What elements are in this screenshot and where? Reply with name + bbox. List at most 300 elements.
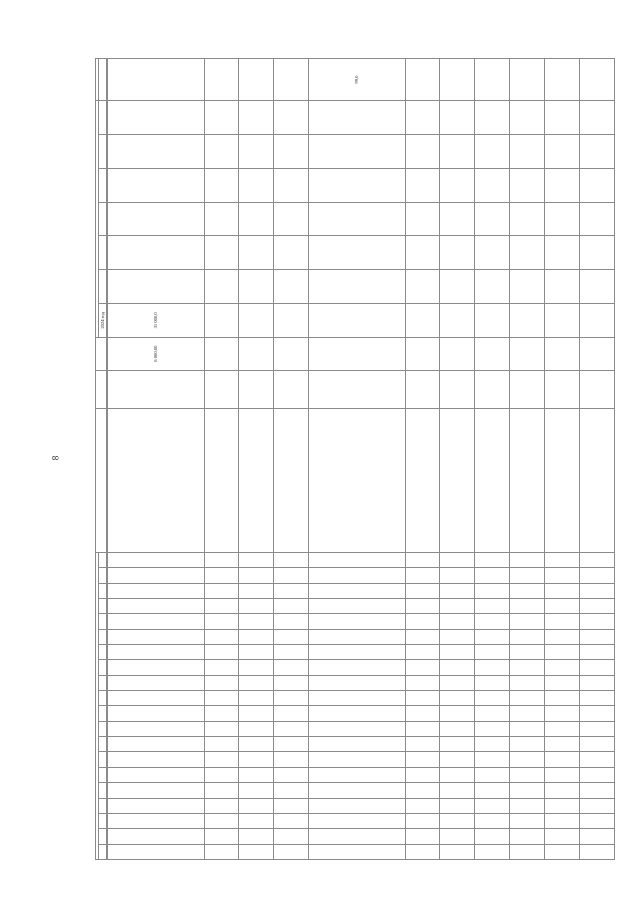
code-cell (440, 706, 475, 721)
code-cell (108, 844, 204, 859)
year-header: 2024 год (99, 303, 107, 337)
code-cell (309, 552, 405, 567)
program-table (95, 58, 615, 860)
code-cell (309, 629, 405, 644)
base-value (510, 337, 545, 370)
year-value (475, 168, 510, 202)
year-value (108, 236, 204, 270)
code-cell (580, 660, 615, 675)
year-value (108, 168, 204, 202)
year-value (580, 202, 615, 236)
code-cell (510, 737, 545, 752)
year-value (545, 134, 580, 168)
code-cell (309, 691, 405, 706)
year-value (204, 101, 239, 135)
year-value (274, 236, 309, 270)
code-cell (545, 721, 580, 736)
final-value (580, 59, 615, 101)
code-cell (475, 721, 510, 736)
code-cell (440, 813, 475, 828)
code-cell (440, 783, 475, 798)
code-cell (510, 721, 545, 736)
year-value (108, 202, 204, 236)
year-value (405, 202, 440, 236)
code-cell (204, 629, 239, 644)
code-cell (108, 752, 204, 767)
code-cell (510, 644, 545, 659)
code-cell (545, 752, 580, 767)
base-year-header (96, 337, 107, 370)
code-cell (545, 737, 580, 752)
year-value (239, 134, 274, 168)
code-cell (204, 706, 239, 721)
year-value (405, 101, 440, 135)
code-cell (239, 737, 274, 752)
code-cell (405, 767, 440, 782)
year-value (309, 236, 405, 270)
code-cell (108, 614, 204, 629)
year-value (309, 202, 405, 236)
code-subheader (99, 552, 107, 567)
code-cell (108, 568, 204, 583)
year-value (545, 168, 580, 202)
code-cell (274, 767, 309, 782)
unit-cell (274, 370, 309, 409)
code-cell (204, 598, 239, 613)
code-cell (510, 767, 545, 782)
code-cell (405, 644, 440, 659)
base-value (545, 337, 580, 370)
final-value (204, 59, 239, 101)
code-cell (274, 568, 309, 583)
code-cell (108, 737, 204, 752)
table-row (204, 59, 239, 860)
code-cell (274, 598, 309, 613)
document-sheet (95, 58, 615, 860)
code-cell (510, 552, 545, 567)
code-cell (440, 583, 475, 598)
year-value (475, 134, 510, 168)
code-cell (580, 583, 615, 598)
code-cell (204, 829, 239, 844)
code-cell (580, 844, 615, 859)
unit-cell (510, 370, 545, 409)
code-cell (510, 598, 545, 613)
code-cell (580, 798, 615, 813)
code-cell (440, 552, 475, 567)
year-value (545, 270, 580, 304)
code-cell (510, 844, 545, 859)
code-cell (405, 783, 440, 798)
code-cell (108, 706, 204, 721)
code-cell (239, 675, 274, 690)
code-cell (405, 568, 440, 583)
indicator-name (510, 409, 545, 552)
year-value (440, 303, 475, 337)
code-cell (545, 660, 580, 675)
indicator-name (545, 409, 580, 552)
code-cell (545, 813, 580, 828)
code-cell (239, 614, 274, 629)
final-value (239, 59, 274, 101)
year-value (440, 270, 475, 304)
code-cell (204, 568, 239, 583)
year-value (475, 303, 510, 337)
year-value (274, 168, 309, 202)
base-value (440, 337, 475, 370)
code-cell (239, 783, 274, 798)
code-cell (274, 706, 309, 721)
code-cell (545, 783, 580, 798)
year-header (99, 202, 107, 236)
code-cell (545, 552, 580, 567)
table-row (510, 59, 545, 860)
code-cell (405, 691, 440, 706)
unit-cell (475, 370, 510, 409)
code-cell (545, 675, 580, 690)
code-subheader (99, 783, 107, 798)
code-cell (108, 660, 204, 675)
code-cell (580, 752, 615, 767)
code-cell (239, 798, 274, 813)
year-value (440, 236, 475, 270)
code-cell (440, 752, 475, 767)
code-cell (274, 660, 309, 675)
table-row (580, 59, 615, 860)
code-cell (204, 614, 239, 629)
code-cell (204, 644, 239, 659)
code-cell (475, 691, 510, 706)
code-subheader (99, 706, 107, 721)
table-row (545, 59, 580, 860)
code-cell (440, 644, 475, 659)
code-cell (510, 629, 545, 644)
code-cell (405, 737, 440, 752)
code-cell (204, 737, 239, 752)
year-value (239, 168, 274, 202)
year-value (510, 202, 545, 236)
code-cell (510, 568, 545, 583)
code-subheader (99, 798, 107, 813)
unit-cell (580, 370, 615, 409)
code-cell (309, 660, 405, 675)
code-cell (510, 752, 545, 767)
code-cell (204, 675, 239, 690)
year-header (99, 236, 107, 270)
code-cell (475, 598, 510, 613)
year-value (405, 168, 440, 202)
code-cell (274, 614, 309, 629)
indicator-name (274, 409, 309, 552)
code-cell (108, 829, 204, 844)
code-cell (405, 844, 440, 859)
code-cell (405, 706, 440, 721)
code-cell (580, 598, 615, 613)
year-value (440, 101, 475, 135)
table-row (108, 59, 204, 860)
year-value (545, 202, 580, 236)
table-row (405, 59, 440, 860)
code-cell (108, 813, 204, 828)
code-subheader (99, 721, 107, 736)
rotated-table-wrapper (95, 58, 615, 860)
code-cell (405, 798, 440, 813)
code-cell (204, 583, 239, 598)
code-subheader (99, 829, 107, 844)
indicator-name (309, 409, 405, 552)
code-subheader (99, 614, 107, 629)
unit-cell (204, 370, 239, 409)
year-value (239, 101, 274, 135)
code-subheader (99, 660, 107, 675)
code-cell (274, 583, 309, 598)
code-subheader (99, 844, 107, 859)
final-value (545, 59, 580, 101)
code-cell (204, 691, 239, 706)
code-cell (545, 798, 580, 813)
code-cell (545, 614, 580, 629)
code-cell (405, 675, 440, 690)
year-value (545, 101, 580, 135)
code-cell (204, 813, 239, 828)
code-cell (108, 583, 204, 598)
code-cell (475, 552, 510, 567)
year-value (580, 236, 615, 270)
code-cell (580, 721, 615, 736)
code-cell (405, 614, 440, 629)
code-cell (239, 691, 274, 706)
year-value (580, 303, 615, 337)
year-value (204, 202, 239, 236)
year-value (510, 303, 545, 337)
code-cell (440, 767, 475, 782)
code-cell (405, 829, 440, 844)
page-number: 8 (50, 455, 61, 461)
year-value (204, 134, 239, 168)
year-value (274, 270, 309, 304)
code-cell (405, 552, 440, 567)
code-cell (405, 583, 440, 598)
year-value (475, 101, 510, 135)
code-cell (309, 798, 405, 813)
code-cell (274, 813, 309, 828)
code-cell (204, 721, 239, 736)
year-value (204, 236, 239, 270)
final-value (108, 59, 204, 101)
year-value (309, 134, 405, 168)
unit-cell (545, 370, 580, 409)
final-value (440, 59, 475, 101)
year-value (274, 303, 309, 337)
year-value (274, 134, 309, 168)
year-value (580, 168, 615, 202)
year-value (108, 270, 204, 304)
base-value (580, 337, 615, 370)
code-cell (108, 767, 204, 782)
code-cell (475, 660, 510, 675)
year-value (510, 270, 545, 304)
year-value (108, 101, 204, 135)
year-value (440, 202, 475, 236)
table-row (475, 59, 510, 860)
code-cell (108, 783, 204, 798)
code-cell (580, 706, 615, 721)
code-cell (309, 752, 405, 767)
base-value (274, 337, 309, 370)
year-header (99, 101, 107, 135)
code-cell (309, 813, 405, 828)
year-value (510, 134, 545, 168)
code-cell (239, 721, 274, 736)
code-cell (475, 644, 510, 659)
code-cell (545, 691, 580, 706)
year-value (309, 270, 405, 304)
code-cell (580, 629, 615, 644)
code-cell (274, 721, 309, 736)
code-cell (545, 706, 580, 721)
code-cell (108, 675, 204, 690)
code-cell (309, 598, 405, 613)
code-cell (204, 552, 239, 567)
code-cell (239, 844, 274, 859)
code-subheader (99, 752, 107, 767)
code-cell (204, 798, 239, 813)
year-header (99, 168, 107, 202)
code-cell (510, 813, 545, 828)
base-value (405, 337, 440, 370)
base-value (204, 337, 239, 370)
code-cell (274, 691, 309, 706)
year-value (580, 270, 615, 304)
code-cell (580, 644, 615, 659)
code-cell (475, 675, 510, 690)
code-subheader (99, 675, 107, 690)
code-cell (475, 629, 510, 644)
code-cell (108, 798, 204, 813)
code-cell (405, 660, 440, 675)
year-value (239, 236, 274, 270)
code-cell (108, 721, 204, 736)
year-value (309, 168, 405, 202)
code-cell (274, 644, 309, 659)
code-cell (309, 829, 405, 844)
code-cell (475, 583, 510, 598)
code-cell (405, 598, 440, 613)
code-cell (108, 691, 204, 706)
year-value (274, 202, 309, 236)
code-cell (405, 629, 440, 644)
code-cell (309, 783, 405, 798)
year-value (405, 270, 440, 304)
code-cell (510, 614, 545, 629)
code-cell (108, 552, 204, 567)
code-cell (274, 629, 309, 644)
year-value (580, 134, 615, 168)
unit-cell (405, 370, 440, 409)
code-cell (239, 829, 274, 844)
code-cell (309, 614, 405, 629)
code-cell (580, 783, 615, 798)
code-cell (440, 844, 475, 859)
code-cell (309, 721, 405, 736)
code-cell (239, 598, 274, 613)
indicator-name (440, 409, 475, 552)
code-cell (204, 660, 239, 675)
code-cell (440, 829, 475, 844)
code-cell (309, 675, 405, 690)
code-cell (475, 798, 510, 813)
code-cell (545, 844, 580, 859)
code-cell (545, 644, 580, 659)
code-subheader (99, 691, 107, 706)
code-cell (204, 844, 239, 859)
code-cell (309, 706, 405, 721)
code-cell (108, 644, 204, 659)
code-cell (309, 568, 405, 583)
code-cell (440, 721, 475, 736)
code-cell (440, 598, 475, 613)
code-cell (545, 568, 580, 583)
final-value: 99,0 (309, 59, 405, 101)
code-cell (274, 844, 309, 859)
code-cell (204, 752, 239, 767)
code-cell (108, 598, 204, 613)
base-value (475, 337, 510, 370)
code-cell (475, 813, 510, 828)
code-cell (510, 675, 545, 690)
year-value (405, 303, 440, 337)
code-cell (274, 798, 309, 813)
base-value: 8 000,00 (108, 337, 204, 370)
final-value (475, 59, 510, 101)
code-cell (545, 629, 580, 644)
code-cell (239, 644, 274, 659)
year-value (440, 134, 475, 168)
year-value (204, 168, 239, 202)
indicator-name (239, 409, 274, 552)
code-cell (580, 691, 615, 706)
code-cell (274, 552, 309, 567)
code-cell (475, 752, 510, 767)
code-cell (475, 737, 510, 752)
code-cell (580, 614, 615, 629)
code-cell (274, 752, 309, 767)
code-subheader (99, 629, 107, 644)
year-value (204, 270, 239, 304)
year-value (204, 303, 239, 337)
year-value (475, 236, 510, 270)
code-cell (440, 691, 475, 706)
unit-cell (309, 370, 405, 409)
table-row (309, 59, 405, 860)
year-value (405, 236, 440, 270)
code-cell (545, 598, 580, 613)
code-cell (204, 783, 239, 798)
code-cell (239, 552, 274, 567)
code-cell (239, 583, 274, 598)
code-cell (545, 583, 580, 598)
code-cell (274, 737, 309, 752)
code-cell (475, 706, 510, 721)
table-row (274, 59, 309, 860)
name-column-header (96, 409, 107, 552)
unit-column-header (96, 370, 107, 409)
code-subheader (99, 767, 107, 782)
year-value (475, 202, 510, 236)
code-cell (545, 767, 580, 782)
table-row (239, 59, 274, 860)
code-cell (440, 629, 475, 644)
